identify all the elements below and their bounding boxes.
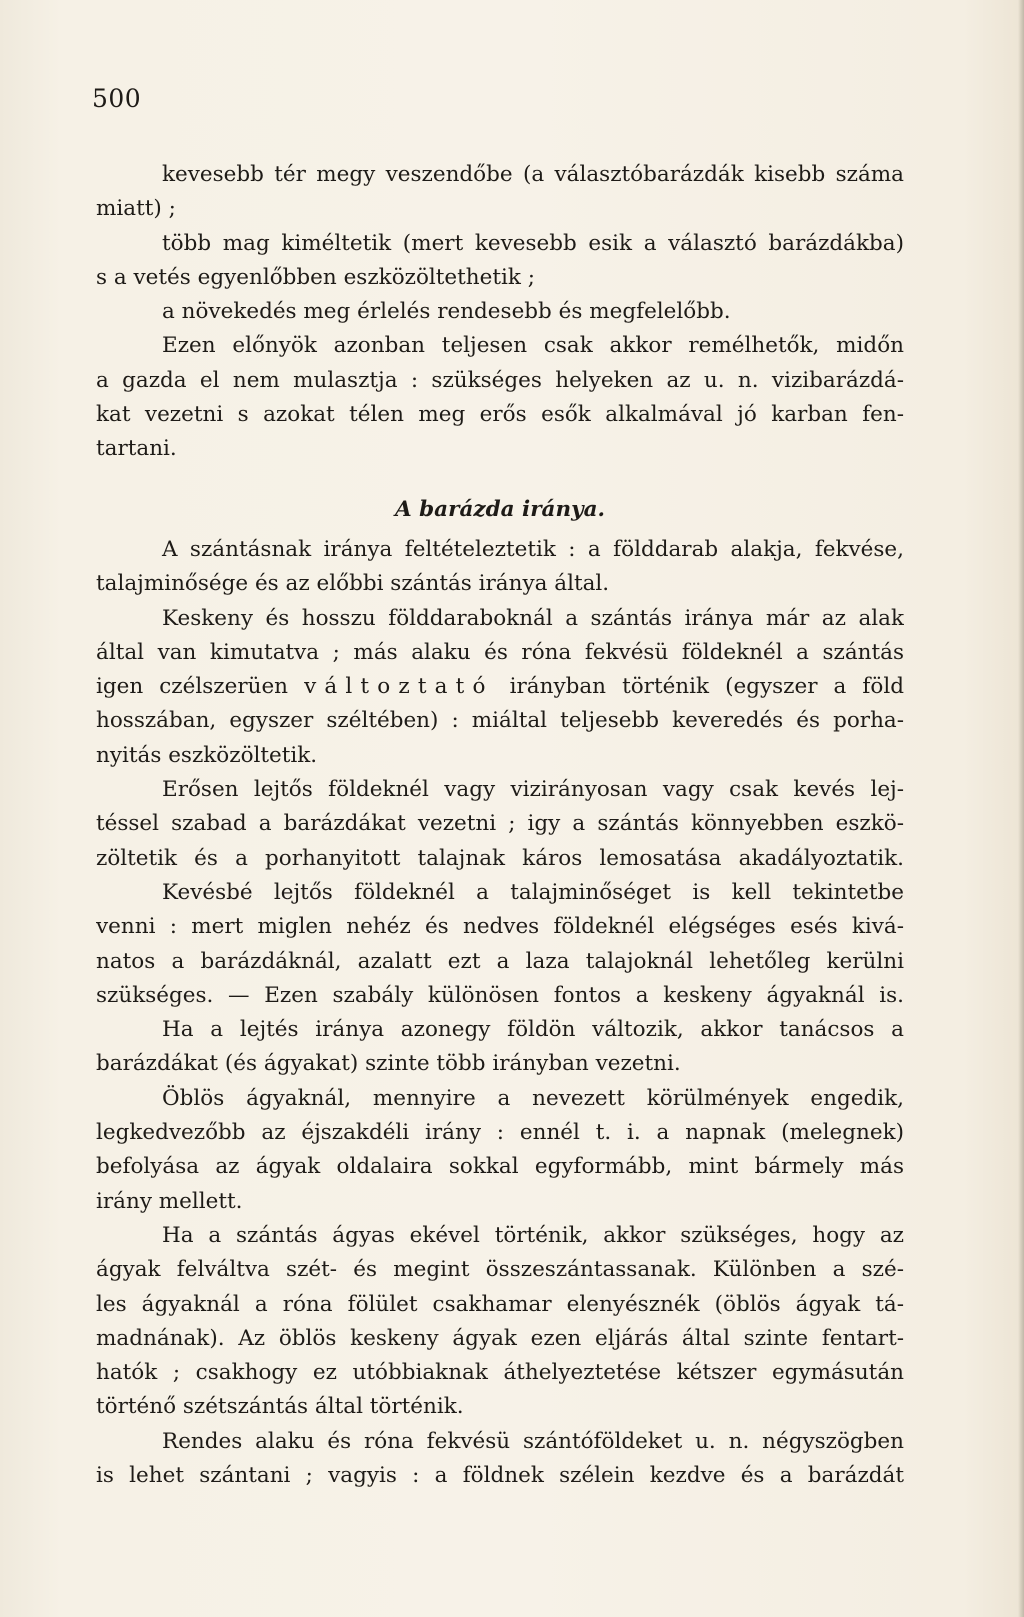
- text-line: hatók ; csakhogy ez utóbbiaknak áthelyeztetése kétszer egymásután: [96, 1360, 904, 1386]
- text-line: les ágyaknál a róna fölület csakhamar elenyésznék (öblös ágyak tá-: [96, 1291, 904, 1317]
- text-line: kevesebb tér megy veszendőbe (a választóbarázdák kisebb száma: [162, 162, 904, 187]
- page-number: 500: [92, 84, 142, 113]
- text-line: hosszában, egyszer széltében) : miáltal teljesebb keveredés és porha-: [96, 708, 904, 734]
- page-edge-shadow: [1018, 0, 1024, 1617]
- text-line: madnának). Az öblös keskeny ágyak ezen eljárás által szinte fentart-: [96, 1325, 904, 1351]
- paragraphs-after-heading: [96, 533, 904, 1493]
- text-line: tartani.: [96, 436, 177, 462]
- text-line: zöltetik és a porhanyitott talajnak káros lemosatása akadályoztatik.: [96, 845, 904, 871]
- text-line: történő szétszántás által történik.: [96, 1394, 464, 1420]
- text-line: befolyása az ágyak oldalaira sokkal egyformább, mint bármely más: [96, 1154, 904, 1180]
- text-line: által van kimutatva ; más alaku és róna fekvésü földeknél a szántás: [96, 639, 904, 665]
- text-line: Ha a lejtés iránya azonegy földön változik, akkor tanácsos a: [162, 1017, 904, 1043]
- text-line: téssel szabad a barázdákat vezetni ; igy a szántás könnyebben eszkö-: [96, 811, 904, 837]
- text-line: kat vezetni s azokat télen meg erős esők alkalmával jó karban fen-: [96, 402, 904, 428]
- body-text: [96, 158, 904, 1493]
- text-line: irány mellett.: [96, 1188, 243, 1214]
- spaced-emphasis-word: változtató: [304, 674, 494, 700]
- text-line: venni : mert miglen nehéz és nedves földeknél elégséges esés kivá-: [96, 914, 904, 940]
- text-line: több mag kiméltetik (mert kevesebb esik a választó barázdákba): [162, 230, 904, 256]
- text-line: barázdákat (és ágyakat) szinte több irányban vezetni.: [96, 1051, 681, 1077]
- text-line: nyitás eszközöltetik.: [96, 742, 318, 768]
- text-line: talajminősége és az előbbi szántás iránya által.: [96, 571, 610, 597]
- text-line: [96, 670, 904, 704]
- text-line: Ezen előnyök azonban teljesen csak akkor remélhetők, midőn: [162, 333, 904, 359]
- text-line: Rendes alaku és róna fekvésü szántóföldeket u. n. négyszögben: [162, 1428, 904, 1454]
- text-line: a gazda el nem mulasztja : szükséges helyeken az u. n. vizibarázdá-: [96, 367, 904, 393]
- text-fragment: igen czélszerüen: [96, 674, 305, 700]
- text-line: Kevésbé lejtős földeknél a talajminőséget is kell tekintetbe: [162, 879, 904, 905]
- text-line: szükséges. — Ezen szabály különösen fontos a keskeny ágyaknál is.: [96, 982, 904, 1008]
- text-line: legkedvezőbb az éjszakdéli irány : ennél t. i. a napnak (melegnek): [96, 1120, 904, 1146]
- text-line: Öblös ágyaknál, mennyire a nevezett körülmények engedik,: [162, 1085, 904, 1111]
- paragraphs-before-heading: [96, 158, 904, 467]
- text-line: Keskeny és hosszu földdaraboknál a szántás iránya már az alak: [162, 605, 904, 631]
- text-line: Erősen lejtős földeknél vagy vizirányosan vagy csak kevés lej-: [162, 777, 904, 803]
- text-line: is lehet szántani ; vagyis : a földnek szélein kezdve és a barázdát: [96, 1462, 904, 1488]
- text-fragment: irányban történik (egyszer a föld: [493, 674, 904, 700]
- text-line: miatt) ;: [96, 196, 176, 222]
- text-line: a növekedés meg érlelés rendesebb és megfelelőbb.: [162, 299, 731, 325]
- text-line: Ha a szántás ágyas ekével történik, akkor szükséges, hogy az: [162, 1222, 904, 1248]
- section-heading: A barázda iránya.: [394, 496, 605, 522]
- text-line: ágyak felváltva szét- és megint összeszántassanak. Különben a szé-: [96, 1257, 904, 1283]
- text-line: s a vetés egyenlőbben eszközöltethetik ;: [96, 264, 535, 290]
- text-line: A szántásnak iránya feltételeztetik : a földdarab alakja, fekvése,: [162, 536, 904, 562]
- text-line: natos a barázdáknál, azalatt ezt a laza talajoknál lehetőleg kerülni: [96, 948, 904, 974]
